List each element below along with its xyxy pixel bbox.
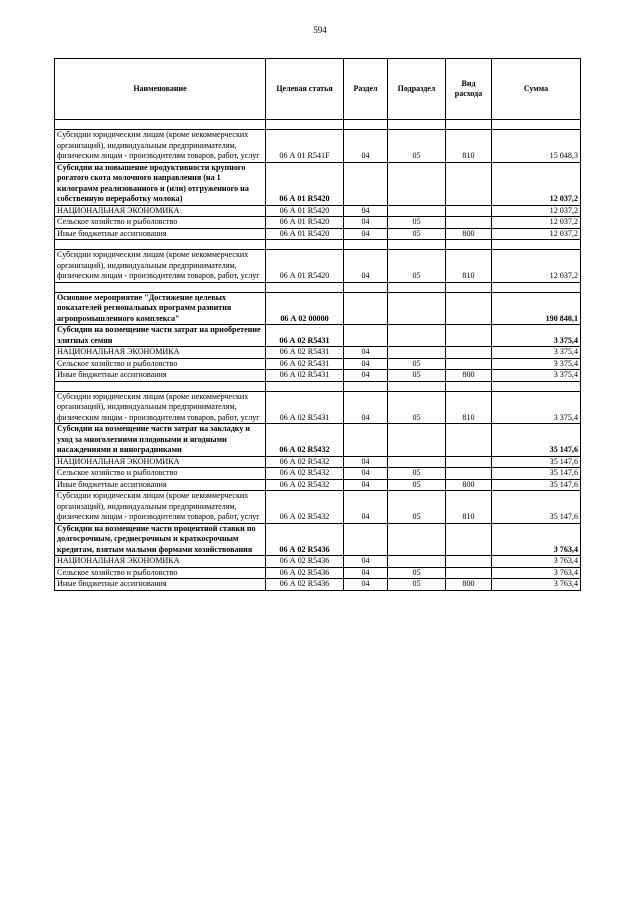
row-section: 04 [344, 347, 388, 359]
row-expense-type: 800 [446, 479, 492, 491]
row-sum: 3 763,4 [492, 579, 581, 591]
row-target-article: 06 А 02 R5431 [266, 370, 344, 382]
row-expense-type [446, 556, 492, 568]
budget-table [54, 58, 581, 591]
row-subsection [388, 347, 446, 359]
row-section [344, 162, 388, 205]
row-sum: 12 037,2 [492, 250, 581, 283]
row-subsection [388, 523, 446, 556]
row-section: 04 [344, 130, 388, 163]
table-row [55, 579, 581, 591]
row-subsection [388, 424, 446, 457]
row-target-article: 06 А 02 R5432 [266, 491, 344, 524]
row-sum: 35 147,6 [492, 424, 581, 457]
row-name: Субсидии юридическим лицам (кроме некоммерческих организаций), индивидуальным предпринимателям, физическим лицам - производителям товаров, работ, услуг [55, 130, 266, 163]
row-sum: 35 147,6 [492, 456, 581, 468]
row-section: 04 [344, 579, 388, 591]
row-subsection: 05 [388, 391, 446, 424]
row-subsection [388, 162, 446, 205]
row-section: 04 [344, 370, 388, 382]
spacer-row [55, 282, 581, 292]
row-target-article: 06 А 02 R5431 [266, 358, 344, 370]
row-target-article: 06 А 02 00000 [266, 292, 344, 325]
table-row [55, 523, 581, 556]
row-name: Субсидии на возмещение части затрат на закладку и уход за многолетними плодовыми и ягодными насаждениями и виноградниками [55, 424, 266, 457]
row-target-article: 06 А 01 R5420 [266, 205, 344, 217]
row-target-article: 06 А 02 R5431 [266, 347, 344, 359]
row-section: 04 [344, 391, 388, 424]
empty-cell [388, 282, 446, 292]
row-expense-type [446, 205, 492, 217]
row-subsection: 05 [388, 468, 446, 480]
row-subsection [388, 456, 446, 468]
row-expense-type [446, 358, 492, 370]
row-target-article: 06 А 02 R5436 [266, 567, 344, 579]
table-row [55, 130, 581, 163]
empty-cell [344, 120, 388, 130]
spacer-row [55, 381, 581, 391]
row-subsection: 05 [388, 130, 446, 163]
empty-cell [388, 120, 446, 130]
row-expense-type [446, 468, 492, 480]
table-row [55, 347, 581, 359]
row-target-article: 06 А 01 R5420 [266, 250, 344, 283]
empty-cell [446, 282, 492, 292]
row-subsection: 05 [388, 250, 446, 283]
row-name: Субсидии на возмещение части затрат на приобретение элитных семян [55, 325, 266, 347]
row-target-article: 06 А 02 R5436 [266, 523, 344, 556]
row-section [344, 292, 388, 325]
row-sum: 12 037,2 [492, 228, 581, 240]
row-section: 04 [344, 205, 388, 217]
row-expense-type [446, 567, 492, 579]
row-subsection [388, 205, 446, 217]
row-target-article: 06 А 02 R5432 [266, 479, 344, 491]
empty-cell [266, 240, 344, 250]
header-sum: Сумма [492, 59, 581, 120]
row-name: Субсидии на повышение продуктивности крупного рогатого скота молочного направления (на 1 килограмм реализованного и (или) отгруженного на собственную переработку молока) [55, 162, 266, 205]
empty-cell [388, 381, 446, 391]
row-name: Иные бюджетные ассигнования [55, 370, 266, 382]
row-name: Иные бюджетные ассигнования [55, 479, 266, 491]
row-sum: 3 763,4 [492, 556, 581, 568]
table-row [55, 205, 581, 217]
row-sum: 190 840,1 [492, 292, 581, 325]
row-subsection: 05 [388, 358, 446, 370]
row-name: НАЦИОНАЛЬНАЯ ЭКОНОМИКА [55, 347, 266, 359]
row-name: Сельское хозяйство и рыболовство [55, 567, 266, 579]
empty-cell [492, 381, 581, 391]
row-expense-type: 810 [446, 391, 492, 424]
table-row [55, 391, 581, 424]
row-target-article: 06 А 02 R5436 [266, 579, 344, 591]
row-name: Сельское хозяйство и рыболовство [55, 217, 266, 229]
row-target-article: 06 А 01 R541F [266, 130, 344, 163]
empty-cell [446, 240, 492, 250]
empty-cell [344, 282, 388, 292]
row-sum: 35 147,6 [492, 491, 581, 524]
table-row [55, 468, 581, 480]
row-target-article: 06 А 01 R5420 [266, 162, 344, 205]
row-subsection: 05 [388, 217, 446, 229]
empty-cell [266, 120, 344, 130]
empty-cell [388, 240, 446, 250]
row-sum: 3 375,4 [492, 347, 581, 359]
row-expense-type: 810 [446, 130, 492, 163]
row-sum: 12 037,2 [492, 217, 581, 229]
row-section: 04 [344, 556, 388, 568]
empty-cell [55, 120, 266, 130]
table-row [55, 556, 581, 568]
row-sum: 3 375,4 [492, 370, 581, 382]
row-name: Субсидии юридическим лицам (кроме некоммерческих организаций), индивидуальным предпринимателям, физическим лицам - производителям товаров, работ, услуг [55, 250, 266, 283]
row-target-article: 06 А 02 R5431 [266, 325, 344, 347]
row-name: Основное мероприятие "Достижение целевых показателей региональных программ развития агропромышленного комплекса" [55, 292, 266, 325]
row-expense-type [446, 424, 492, 457]
empty-cell [344, 381, 388, 391]
table-row [55, 250, 581, 283]
table-header-row [55, 59, 581, 120]
row-expense-type [446, 325, 492, 347]
row-sum: 3 375,4 [492, 358, 581, 370]
table-row [55, 370, 581, 382]
header-expense-type: Вид расхода [446, 59, 492, 120]
table-row [55, 491, 581, 524]
page-number: 594 [313, 25, 327, 35]
row-subsection: 05 [388, 479, 446, 491]
row-section: 04 [344, 250, 388, 283]
table-row [55, 567, 581, 579]
empty-cell [446, 381, 492, 391]
table-row [55, 325, 581, 347]
row-name: Субсидии юридическим лицам (кроме некоммерческих организаций), индивидуальным предпринимателям, физическим лицам - производителям товаров, работ, услуг [55, 391, 266, 424]
table-body [55, 120, 581, 591]
empty-cell [492, 240, 581, 250]
row-section [344, 325, 388, 347]
row-section [344, 523, 388, 556]
row-target-article: 06 А 02 R5432 [266, 468, 344, 480]
row-subsection: 05 [388, 370, 446, 382]
row-section: 04 [344, 479, 388, 491]
row-expense-type [446, 523, 492, 556]
empty-cell [55, 282, 266, 292]
empty-cell [266, 282, 344, 292]
row-name: НАЦИОНАЛЬНАЯ ЭКОНОМИКА [55, 205, 266, 217]
table-row [55, 479, 581, 491]
spacer-row [55, 120, 581, 130]
row-sum: 3 375,4 [492, 325, 581, 347]
empty-cell [492, 120, 581, 130]
row-sum: 35 147,6 [492, 468, 581, 480]
row-section: 04 [344, 217, 388, 229]
row-expense-type: 800 [446, 370, 492, 382]
row-section: 04 [344, 567, 388, 579]
empty-cell [492, 282, 581, 292]
row-expense-type: 800 [446, 579, 492, 591]
header-name: Наименование [55, 59, 266, 120]
row-name: Сельское хозяйство и рыболовство [55, 358, 266, 370]
row-sum: 3 375,4 [492, 391, 581, 424]
row-subsection [388, 556, 446, 568]
empty-cell [266, 381, 344, 391]
row-subsection [388, 292, 446, 325]
header-section: Раздел [344, 59, 388, 120]
row-expense-type: 810 [446, 491, 492, 524]
row-name: Сельское хозяйство и рыболовство [55, 468, 266, 480]
row-name: Иные бюджетные ассигнования [55, 579, 266, 591]
row-target-article: 06 А 02 R5431 [266, 391, 344, 424]
row-target-article: 06 А 02 R5432 [266, 456, 344, 468]
row-subsection: 05 [388, 579, 446, 591]
row-section: 04 [344, 456, 388, 468]
row-expense-type [446, 347, 492, 359]
row-name: НАЦИОНАЛЬНАЯ ЭКОНОМИКА [55, 456, 266, 468]
row-name: Субсидии на возмещение части процентной ставки по долгосрочным, среднесрочным и краткосрочным кредитам, взятым малыми формами хозяйствования [55, 523, 266, 556]
header-target: Целевая статья [266, 59, 344, 120]
row-sum: 15 048,3 [492, 130, 581, 163]
row-section: 04 [344, 358, 388, 370]
table-row [55, 456, 581, 468]
row-target-article: 06 А 01 R5420 [266, 228, 344, 240]
row-target-article: 06 А 02 R5436 [266, 556, 344, 568]
table-row [55, 162, 581, 205]
row-sum: 3 763,4 [492, 567, 581, 579]
row-name: НАЦИОНАЛЬНАЯ ЭКОНОМИКА [55, 556, 266, 568]
row-name: Субсидии юридическим лицам (кроме некоммерческих организаций), индивидуальным предпринимателям, физическим лицам - производителям товаров, работ, услуг [55, 491, 266, 524]
row-section [344, 424, 388, 457]
row-subsection: 05 [388, 228, 446, 240]
row-expense-type [446, 162, 492, 205]
row-expense-type [446, 292, 492, 325]
table-row [55, 424, 581, 457]
row-target-article: 06 А 01 R5420 [266, 217, 344, 229]
header-subsection: Подраздел [388, 59, 446, 120]
row-subsection: 05 [388, 567, 446, 579]
empty-cell [446, 120, 492, 130]
empty-cell [344, 240, 388, 250]
row-expense-type [446, 456, 492, 468]
empty-cell [55, 240, 266, 250]
row-sum: 3 763,4 [492, 523, 581, 556]
row-subsection: 05 [388, 491, 446, 524]
row-expense-type: 800 [446, 228, 492, 240]
row-expense-type: 810 [446, 250, 492, 283]
empty-cell [55, 381, 266, 391]
row-section: 04 [344, 228, 388, 240]
row-section: 04 [344, 491, 388, 524]
table-row [55, 292, 581, 325]
row-sum: 12 037,2 [492, 162, 581, 205]
spacer-row [55, 240, 581, 250]
row-expense-type [446, 217, 492, 229]
table-row [55, 217, 581, 229]
table-row [55, 358, 581, 370]
row-sum: 12 037,2 [492, 205, 581, 217]
row-sum: 35 147,6 [492, 479, 581, 491]
row-name: Иные бюджетные ассигнования [55, 228, 266, 240]
row-section: 04 [344, 468, 388, 480]
row-subsection [388, 325, 446, 347]
table-row [55, 228, 581, 240]
row-target-article: 06 А 02 R5432 [266, 424, 344, 457]
